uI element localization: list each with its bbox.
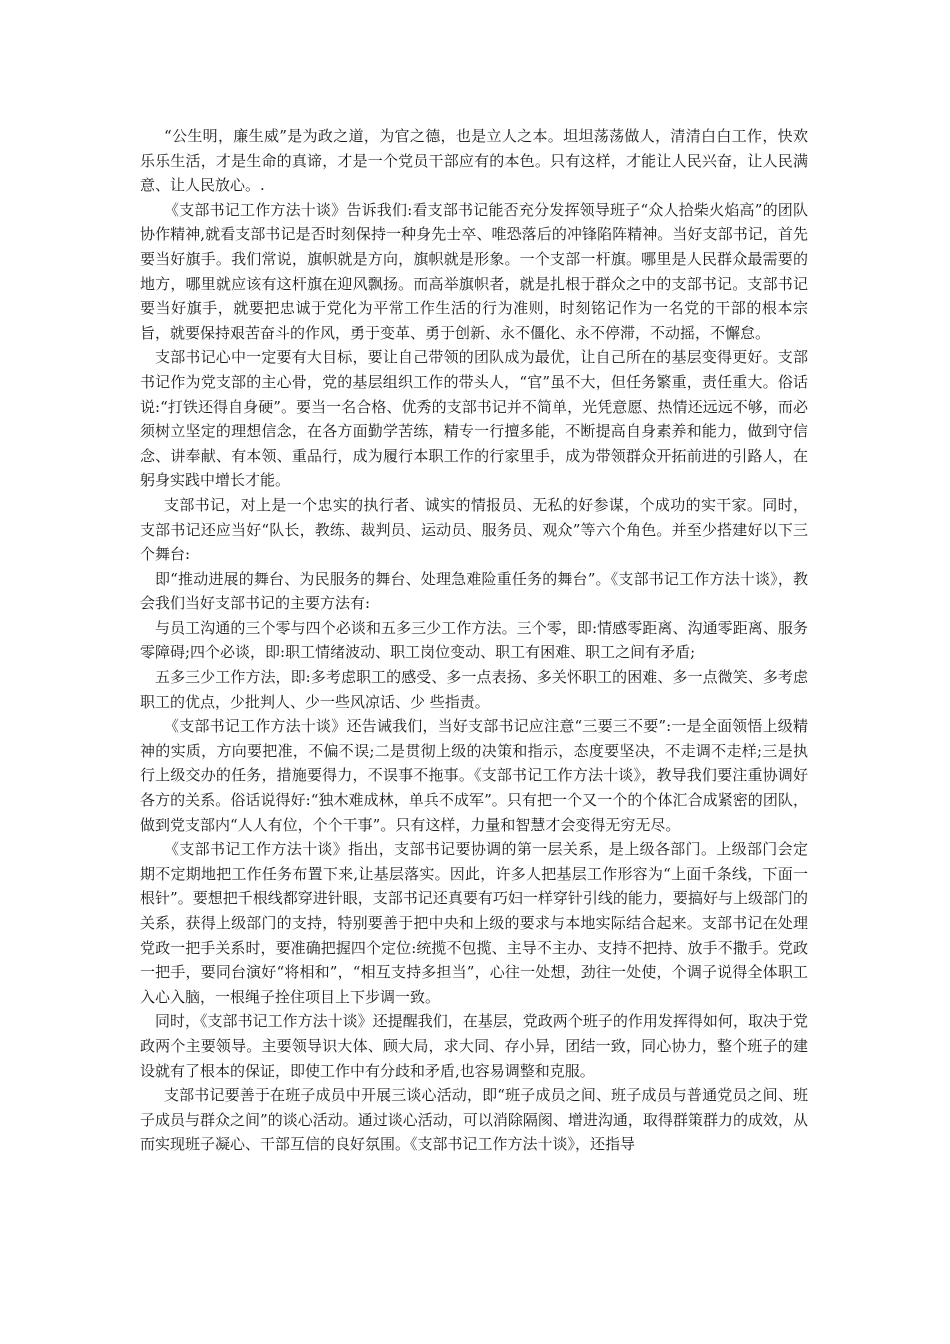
document-page	[140, 124, 808, 1157]
paragraph-5: 即“推动进展的舞台、为民服务的舞台、处理急难险重任务的舞台”。《支部书记工作方法十谈》，教会我们当好支部书记的主要方法有:	[140, 569, 808, 613]
paragraph-9: 《支部书记工作方法十谈》指出，支部书记要协调的第一层关系，是上级各部门。上级部门会定期不定期地把工作任务布置下来,让基层落实。因此，许多人把基层工作形容为“上面千条线，下面一根针”。要想把千根线都穿进针眼，支部书记还真要有巧妇一样穿针引线的能力，要搞好与上级部门的关系，获得上级部门的支持，特别要善于把中央和上级的要求与本地实际结合起来。支部书记在处理党政一把手关系时，要准确把握四个定位:统揽不包揽、主导不主办、支持不把持、放手不撒手。党政一把手，要同台演好“将相和”，“相互支持多担当”，心往一处想，劲往一处使，个调子说得全体职工入心入脑，一根绳子拴住项目上下步调一致。	[140, 840, 808, 1006]
paragraph-2: 《支部书记工作方法十谈》告诉我们:看支部书记能否充分发挥领导班子“众人拾柴火焰高”的团队协作精神,就看支部书记是否时刻保持一种身先士卒、唯恐落后的冲锋陷阵精神。当好支部书记，首先要当好旗手。我们常说，旗帜就是方向，旗帜就是形象。一个支部一杆旗。哪里是人民群众最需要的地方，哪里就应该有这杆旗在迎风飘扬。而高举旗帜者，就是扎根于群众之中的支部书记。支部书记要当好旗手，就要把忠诚于党化为平常工作生活的行为准则，时刻铭记作为一名党的干部的根本宗旨，就要保持艰苦奋斗的作风，勇于变革、勇于创新、永不僵化、永不停滞，不动摇，不懈怠。	[140, 200, 808, 342]
paragraph-11: 支部书记要善于在班子成员中开展三谈心活动，即“班子成员之间、班子成员与普通党员之间、班子成员与群众之间”的谈心活动。通过谈心活动，可以消除隔阂、增进沟通，取得群策群力的成效，从而实现班子凝心、干部互信的良好氛围。《支部书记工作方法十谈》，还指导	[140, 1086, 808, 1154]
paragraph-1: “公生明，廉生威”是为政之道，为官之德，也是立人之本。坦坦荡荡做人，清清白白工作，快欢乐乐生活，才是生命的真谛，才是一个党员干部应有的本色。只有这样，才能让人民兴奋，让人民满意、让人民放心。.	[140, 127, 808, 195]
paragraph-10: 同时，《支部书记工作方法十谈》还提醒我们，在基层，党政两个班子的作用发挥得如何，取决于党政两个主要领导。主要领导识大体、顾大局，求大同、存小异，团结一致，同心协力，整个班子的建设就有了根本的保证，即使工作中有分歧和矛盾,也容易调整和克服。	[140, 1012, 808, 1080]
paragraph-8: 《支部书记工作方法十谈》还告诫我们，当好支部书记应注意“三要三不要”:一是全面领悟上级精神的实质，方向要把准，不偏不误;二是贯彻上级的决策和指示，态度要坚决，不走调不走样;三是执行上级交办的任务，措施要得力，不误事不拖事。《支部书记工作方法十谈》，教导我们要注重协调好各方的关系。俗话说得好:“独木难成林，单兵不成军”。只有把一个又一个的个体汇合成紧密的团队，做到党支部内“人人有位，个个干事”。只有这样，力量和智慧才会变得无穷无尽。	[140, 717, 808, 834]
paragraph-3: 支部书记心中一定要有大目标，要让自己带领的团队成为最优，让自己所在的基层变得更好。支部书记作为党支部的主心骨，党的基层组织工作的带头人，“官”虽不大，但任务繁重，责任重大。俗话说:“打铁还得自身硬”。要当一名合格、优秀的支部书记并不简单，光凭意愿、热情还远远不够，而必须树立坚定的理想信念，在各方面勤学苦练，精专一行擅多能，不断提高自身素养和能力，做到守信念、讲奉献、有本领、重品行，成为履行本职工作的行家里手，成为带领群众开拓前进的引路人，在躬身实践中增长才能。	[140, 348, 808, 490]
paragraph-7: 五多三少工作方法，即:多考虑职工的感受、多一点表扬、多关怀职工的困难、多一点微笑、多考虑职工的优点，少批判人、少一些风凉话、少 些指责。	[140, 668, 808, 711]
paragraph-6: 与员工沟通的三个零与四个必谈和五多三少工作方法。三个零，即:情感零距离、沟通零距离、服务零障碍;四个必谈，即:职工情绪波动、职工岗位变动、职工有困难、职工之间有矛盾;	[140, 618, 808, 662]
paragraph-4: 支部书记，对上是一个忠实的执行者、诚实的情报员、无私的好参谋，个成功的实干家。同时，支部书记还应当好“队长，教练、裁判员、运动员、服务员、观众”等六个角色。并至少搭建好以下三个舞台:	[140, 495, 808, 564]
